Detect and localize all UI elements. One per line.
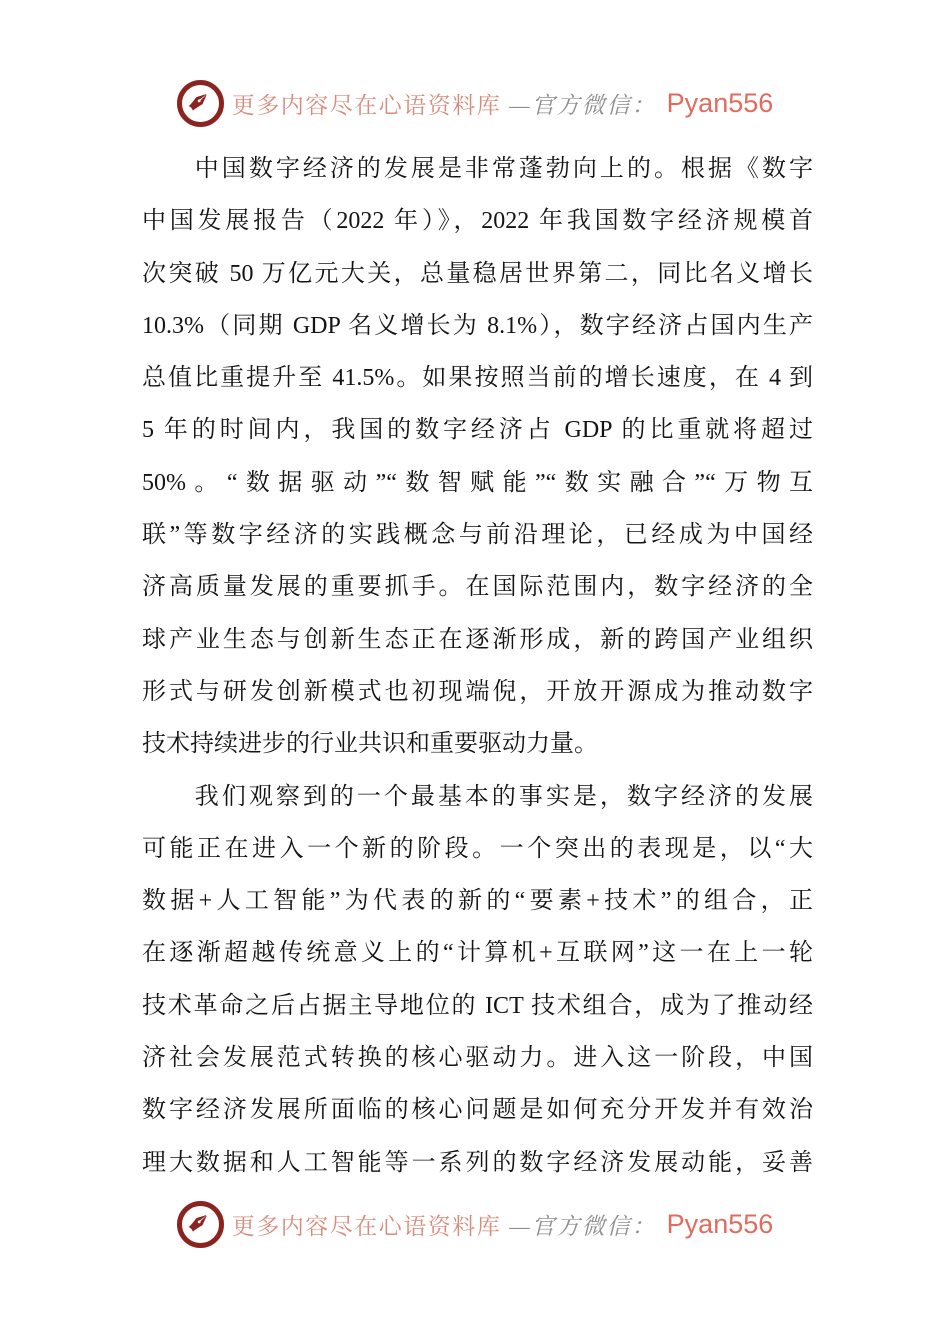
document-line: 总值比重提升至 41.5%。如果按照当前的增长速度，在 4 到 xyxy=(142,365,813,392)
document-line: 我们观察到的一个最基本的事实是，数字经济的发展 xyxy=(194,783,813,810)
pen-nib-logo-icon xyxy=(177,80,224,127)
document-line: 在逐渐超越传统意义上的“计算机+互联网”这一在上一轮 xyxy=(142,940,813,967)
document-line: 5 年的时间内，我国的数字经济占 GDP 的比重就将超过 xyxy=(142,417,813,444)
pen-nib-logo-icon xyxy=(177,1201,224,1248)
document-line: 中国数字经济的发展是非常蓬勃向上的。根据《数字 xyxy=(194,156,813,182)
document-line: 次突破 50 万亿元大关，总量稳居世界第二，同比名义增长 xyxy=(142,260,813,287)
document-line: 中国发展报告（2022 年）》，2022 年我国数字经济规模首 xyxy=(142,208,813,235)
pen-nib-glyph: ✒ xyxy=(178,80,221,124)
watermark-wechat-label: —官方微信： xyxy=(509,93,657,118)
document-line: 10.3%（同期 GDP 名义增长为 8.1%），数字经济占国内生产 xyxy=(142,312,813,339)
watermark-wechat-label: —官方微信： xyxy=(509,1214,657,1239)
watermark-wechat-id: Pyan556 xyxy=(666,88,774,118)
watermark-main-text: 更多内容尽在心语资料库 xyxy=(231,1214,502,1239)
watermark-wechat-id: Pyan556 xyxy=(666,1209,774,1239)
document-line: 可能正在进入一个新的阶段。一个突出的表现是，以“大 xyxy=(142,835,813,862)
pen-nib-glyph: ✒ xyxy=(178,1201,221,1245)
document-line: 50%。“数据驱动”“数智赋能”“数实融合”“万物互 xyxy=(142,469,813,496)
document-line: 球产业生态与创新生态正在逐渐形成，新的跨国产业组织 xyxy=(142,626,813,653)
document-line: 技术持续进步的行业共识和重要驱动力量。 xyxy=(142,731,598,758)
document-line: 形式与研发创新模式也初现端倪，开放开源成为推动数字 xyxy=(142,678,813,705)
watermark-main-text: 更多内容尽在心语资料库 xyxy=(231,93,502,118)
document-line: 济高质量发展的重要抓手。在国际范围内，数字经济的全 xyxy=(142,574,813,601)
document-line: 理大数据和人工智能等一系列的数字经济发展动能，妥善 xyxy=(142,1149,813,1176)
document-body xyxy=(142,143,813,1189)
document-line: 济社会发展范式转换的核心驱动力。进入这一阶段，中国 xyxy=(142,1045,813,1072)
footer-watermark xyxy=(0,1201,950,1248)
header-watermark xyxy=(0,80,950,127)
document-line: 数据+人工智能”为代表的新的“要素+技术”的组合，正 xyxy=(142,888,813,915)
document-line: 数字经济发展所面临的核心问题是如何充分开发并有效治 xyxy=(142,1097,813,1124)
document-line: 联”等数字经济的实践概念与前沿理论，已经成为中国经 xyxy=(142,522,813,549)
document-line: 技术革命之后占据主导地位的 ICT 技术组合，成为了推动经 xyxy=(142,992,813,1019)
